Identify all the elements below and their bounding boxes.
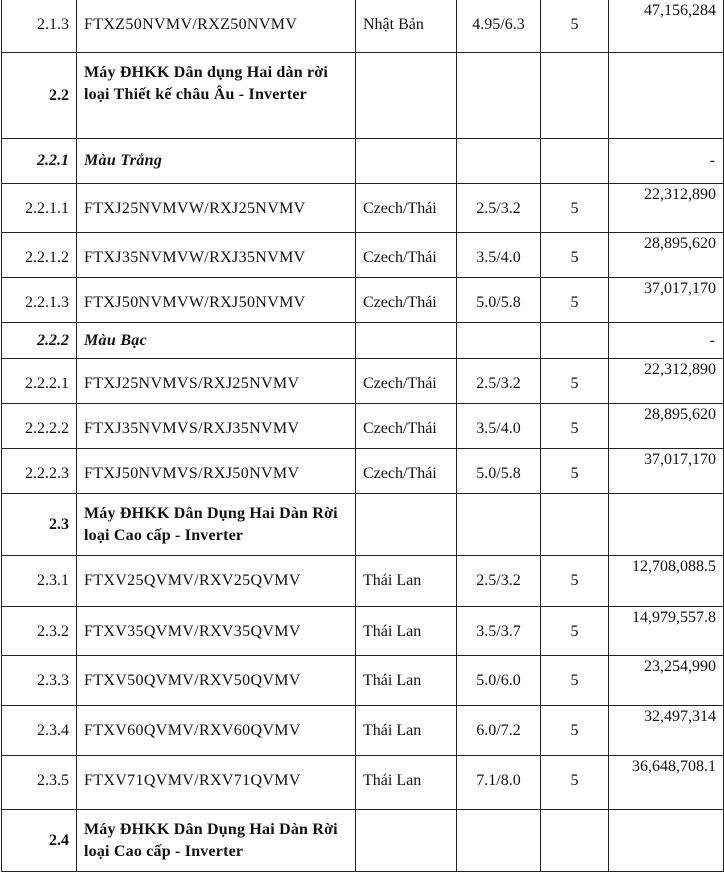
quantity: 5 [541, 656, 609, 706]
row-index: 2.2.1.1 [2, 184, 77, 233]
subgroup-title: Màu Trắng [77, 139, 356, 184]
model-code: FTXV50QVMV/RXV50QVMV [77, 656, 356, 706]
group-index: 2.4 [2, 810, 77, 872]
empty-cell [457, 323, 541, 359]
quantity: 5 [541, 233, 609, 278]
capacity: 2.5/3.2 [457, 556, 541, 607]
quantity: 5 [541, 706, 609, 756]
group-row [2, 53, 724, 139]
empty-cell [356, 139, 457, 184]
row-index: 2.2.1.3 [2, 278, 77, 323]
origin: Czech/Thái [356, 449, 457, 494]
model-code: FTXV25QVMV/RXV25QVMV [77, 556, 356, 607]
empty-cell [541, 139, 609, 184]
empty-cell [541, 53, 609, 139]
row-index: 2.2.2.1 [2, 359, 77, 404]
group-index: 2.2 [2, 53, 77, 139]
origin: Czech/Thái [356, 359, 457, 404]
price: 36,648,708.1 [609, 756, 724, 810]
capacity: 2.5/3.2 [457, 184, 541, 233]
row-index: 2.3.2 [2, 607, 77, 656]
origin: Thái Lan [356, 756, 457, 810]
capacity: 5.0/6.0 [457, 656, 541, 706]
capacity: 2.5/3.2 [457, 359, 541, 404]
row-index: 2.3.3 [2, 656, 77, 706]
origin: Thái Lan [356, 706, 457, 756]
capacity: 3.5/4.0 [457, 233, 541, 278]
model-code: FTXZ50NVMV/RXZ50NVMV [77, 0, 356, 53]
quantity: 5 [541, 607, 609, 656]
price: 32,497,314 [609, 706, 724, 756]
table-row [2, 706, 724, 756]
row-index: 2.3.1 [2, 556, 77, 607]
table-row [2, 404, 724, 449]
price: 47,156,284 [609, 0, 724, 53]
price: 37,017,170 [609, 278, 724, 323]
empty-cell [541, 810, 609, 872]
group-title: Máy ĐHKK Dân dụng Hai dàn rời loại Thiết kế châu Âu - Inverter [77, 53, 356, 139]
subgroup-title: Màu Bạc [77, 323, 356, 359]
model-code: FTXV60QVMV/RXV60QVMV [77, 706, 356, 756]
group-row [2, 494, 724, 556]
empty-cell [457, 139, 541, 184]
table-row [2, 656, 724, 706]
model-code: FTXV35QVMV/RXV35QVMV [77, 607, 356, 656]
origin: Thái Lan [356, 656, 457, 706]
origin: Czech/Thái [356, 278, 457, 323]
quantity: 5 [541, 278, 609, 323]
row-index: 2.3.5 [2, 756, 77, 810]
group-row [2, 810, 724, 872]
model-code: FTXV71QVMV/RXV71QVMV [77, 756, 356, 810]
empty-cell [609, 53, 724, 139]
origin: Thái Lan [356, 607, 457, 656]
empty-cell [457, 494, 541, 556]
origin: Czech/Thái [356, 233, 457, 278]
table-row [2, 233, 724, 278]
table-row [2, 278, 724, 323]
capacity: 4.95/6.3 [457, 0, 541, 53]
subgroup-row [2, 323, 724, 359]
table-row [2, 449, 724, 494]
empty-cell [541, 494, 609, 556]
quantity: 5 [541, 0, 609, 53]
table-row [2, 359, 724, 404]
subgroup-row [2, 139, 724, 184]
model-code: FTXJ35NVMVW/RXJ35NVMV [77, 233, 356, 278]
group-title: Máy ĐHKK Dân Dụng Hai Dàn Rời loại Cao cấp - Inverter [77, 810, 356, 872]
subgroup-index: 2.2.2 [2, 323, 77, 359]
model-code: FTXJ35NVMVS/RXJ35NVMV [77, 404, 356, 449]
empty-cell [541, 323, 609, 359]
table-row [2, 607, 724, 656]
quantity: 5 [541, 359, 609, 404]
table-row [2, 0, 724, 53]
empty-cell [356, 53, 457, 139]
quantity: 5 [541, 556, 609, 607]
price-placeholder: - [609, 323, 724, 359]
price: 22,312,890 [609, 184, 724, 233]
price: 37,017,170 [609, 449, 724, 494]
capacity: 3.5/4.0 [457, 404, 541, 449]
subgroup-index: 2.2.1 [2, 139, 77, 184]
quantity: 5 [541, 756, 609, 810]
empty-cell [609, 494, 724, 556]
row-index: 2.2.1.2 [2, 233, 77, 278]
price: 14,979,557.8 [609, 607, 724, 656]
empty-cell [356, 810, 457, 872]
row-index: 2.2.2.2 [2, 404, 77, 449]
empty-cell [356, 494, 457, 556]
row-index: 2.2.2.3 [2, 449, 77, 494]
table-row [2, 756, 724, 810]
empty-cell [609, 810, 724, 872]
origin: Czech/Thái [356, 184, 457, 233]
origin: Thái Lan [356, 556, 457, 607]
group-index: 2.3 [2, 494, 77, 556]
table-row [2, 556, 724, 607]
empty-cell [457, 53, 541, 139]
empty-cell [457, 810, 541, 872]
origin: Nhật Bản [356, 0, 457, 53]
group-title: Máy ĐHKK Dân Dụng Hai Dàn Rời loại Cao cấp - Inverter [77, 494, 356, 556]
empty-cell [356, 323, 457, 359]
model-code: FTXJ50NVMVS/RXJ50NVMV [77, 449, 356, 494]
capacity: 5.0/5.8 [457, 449, 541, 494]
model-code: FTXJ25NVMVW/RXJ25NVMV [77, 184, 356, 233]
capacity: 7.1/8.0 [457, 756, 541, 810]
price-table [1, 0, 724, 872]
quantity: 5 [541, 184, 609, 233]
price: 23,254,990 [609, 656, 724, 706]
capacity: 3.5/3.7 [457, 607, 541, 656]
row-index: 2.1.3 [2, 0, 77, 53]
quantity: 5 [541, 404, 609, 449]
model-code: FTXJ50NVMVW/RXJ50NVMV [77, 278, 356, 323]
capacity: 6.0/7.2 [457, 706, 541, 756]
price: 12,708,088.5 [609, 556, 724, 607]
price: 28,895,620 [609, 404, 724, 449]
model-code: FTXJ25NVMVS/RXJ25NVMV [77, 359, 356, 404]
origin: Czech/Thái [356, 404, 457, 449]
price-placeholder: - [609, 139, 724, 184]
row-index: 2.3.4 [2, 706, 77, 756]
price: 28,895,620 [609, 233, 724, 278]
quantity: 5 [541, 449, 609, 494]
capacity: 5.0/5.8 [457, 278, 541, 323]
table-row [2, 184, 724, 233]
price: 22,312,890 [609, 359, 724, 404]
